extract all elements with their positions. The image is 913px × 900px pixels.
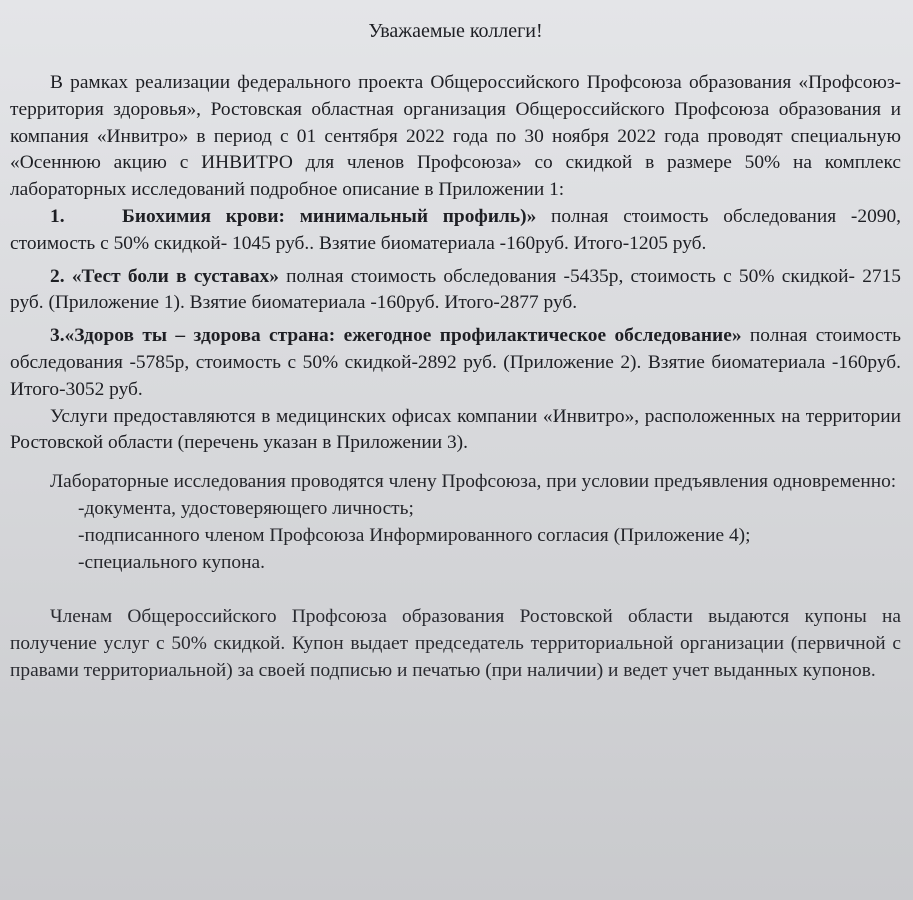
item-2-text: полная стоимость обследования -5435р, стоимость с 50% скидкой- 2715 руб. (Приложение 1). Взятие биоматериала -160руб. Итого-2877 руб.	[10, 265, 901, 314]
list-item-1	[10, 204, 901, 258]
coupons-paragraph: Членам Общероссийского Профсоюза образования Ростовской области выдаются купоны на получение услуг с 50% скидкой. Купон выдает председатель территориальной организации (первичной с правами территориальной) за своей подписью и печатью (при наличии) и ведет учет выданных купонов.	[10, 606, 901, 681]
item-3-name: «Здоров ты – здорова страна: ежегодное профилактическое обследование»	[64, 325, 742, 347]
condition-document: -документа, удостоверяющего личность;	[78, 497, 414, 519]
item-1-text: полная стоимость обследования -2090, стоимость с 50% скидкой- 1045 руб.. Взятие биоматериала -160руб. Итого-1205 руб.	[10, 205, 901, 254]
item-2-name: «Тест боли в суставах»	[71, 265, 279, 287]
list-item-2	[10, 264, 901, 318]
document-title: Уважаемые коллеги!	[368, 20, 543, 42]
conditions-intro: Лабораторные исследования проводятся члену Профсоюза, при условии предъявления одновременно:	[50, 471, 897, 493]
services-paragraph: Услуги предоставляются в медицинских офисах компании «Инвитро», расположенных на территории Ростовской области (перечень указан в Приложении 3).	[10, 405, 901, 454]
item-3-number: 3.	[50, 325, 65, 347]
intro-paragraph: В рамках реализации федерального проекта Общероссийского Профсоюза образования «Профсоюз-территория здоровья», Ростовская областная организация Общероссийского Профсоюза образования и компания «Инвитро» в период с 01 сентября 2022 года по 30 ноября 2022 года проводят специальную «Осеннюю акцию с ИНВИТРО для членов Профсоюза» со скидкой в размере 50% на комплекс лабораторных исследований подробное описание в Приложении 1:	[10, 72, 901, 201]
item-2-number: 2.	[50, 265, 65, 287]
condition-consent: -подписанного членом Профсоюза Информированного согласия (Приложение 4);	[78, 524, 751, 546]
item-1-number: 1.	[50, 205, 65, 227]
item-1-name: Биохимия крови: минимальный профиль)»	[122, 205, 537, 227]
list-item-3	[10, 323, 901, 403]
item-3-text: полная стоимость обследования -5785р, стоимость с 50% скидкой-2892 руб. (Приложение 2). Взятие биоматериала -160руб. Итого-3052 руб.	[10, 325, 901, 400]
condition-coupon: -специального купона.	[78, 551, 265, 573]
